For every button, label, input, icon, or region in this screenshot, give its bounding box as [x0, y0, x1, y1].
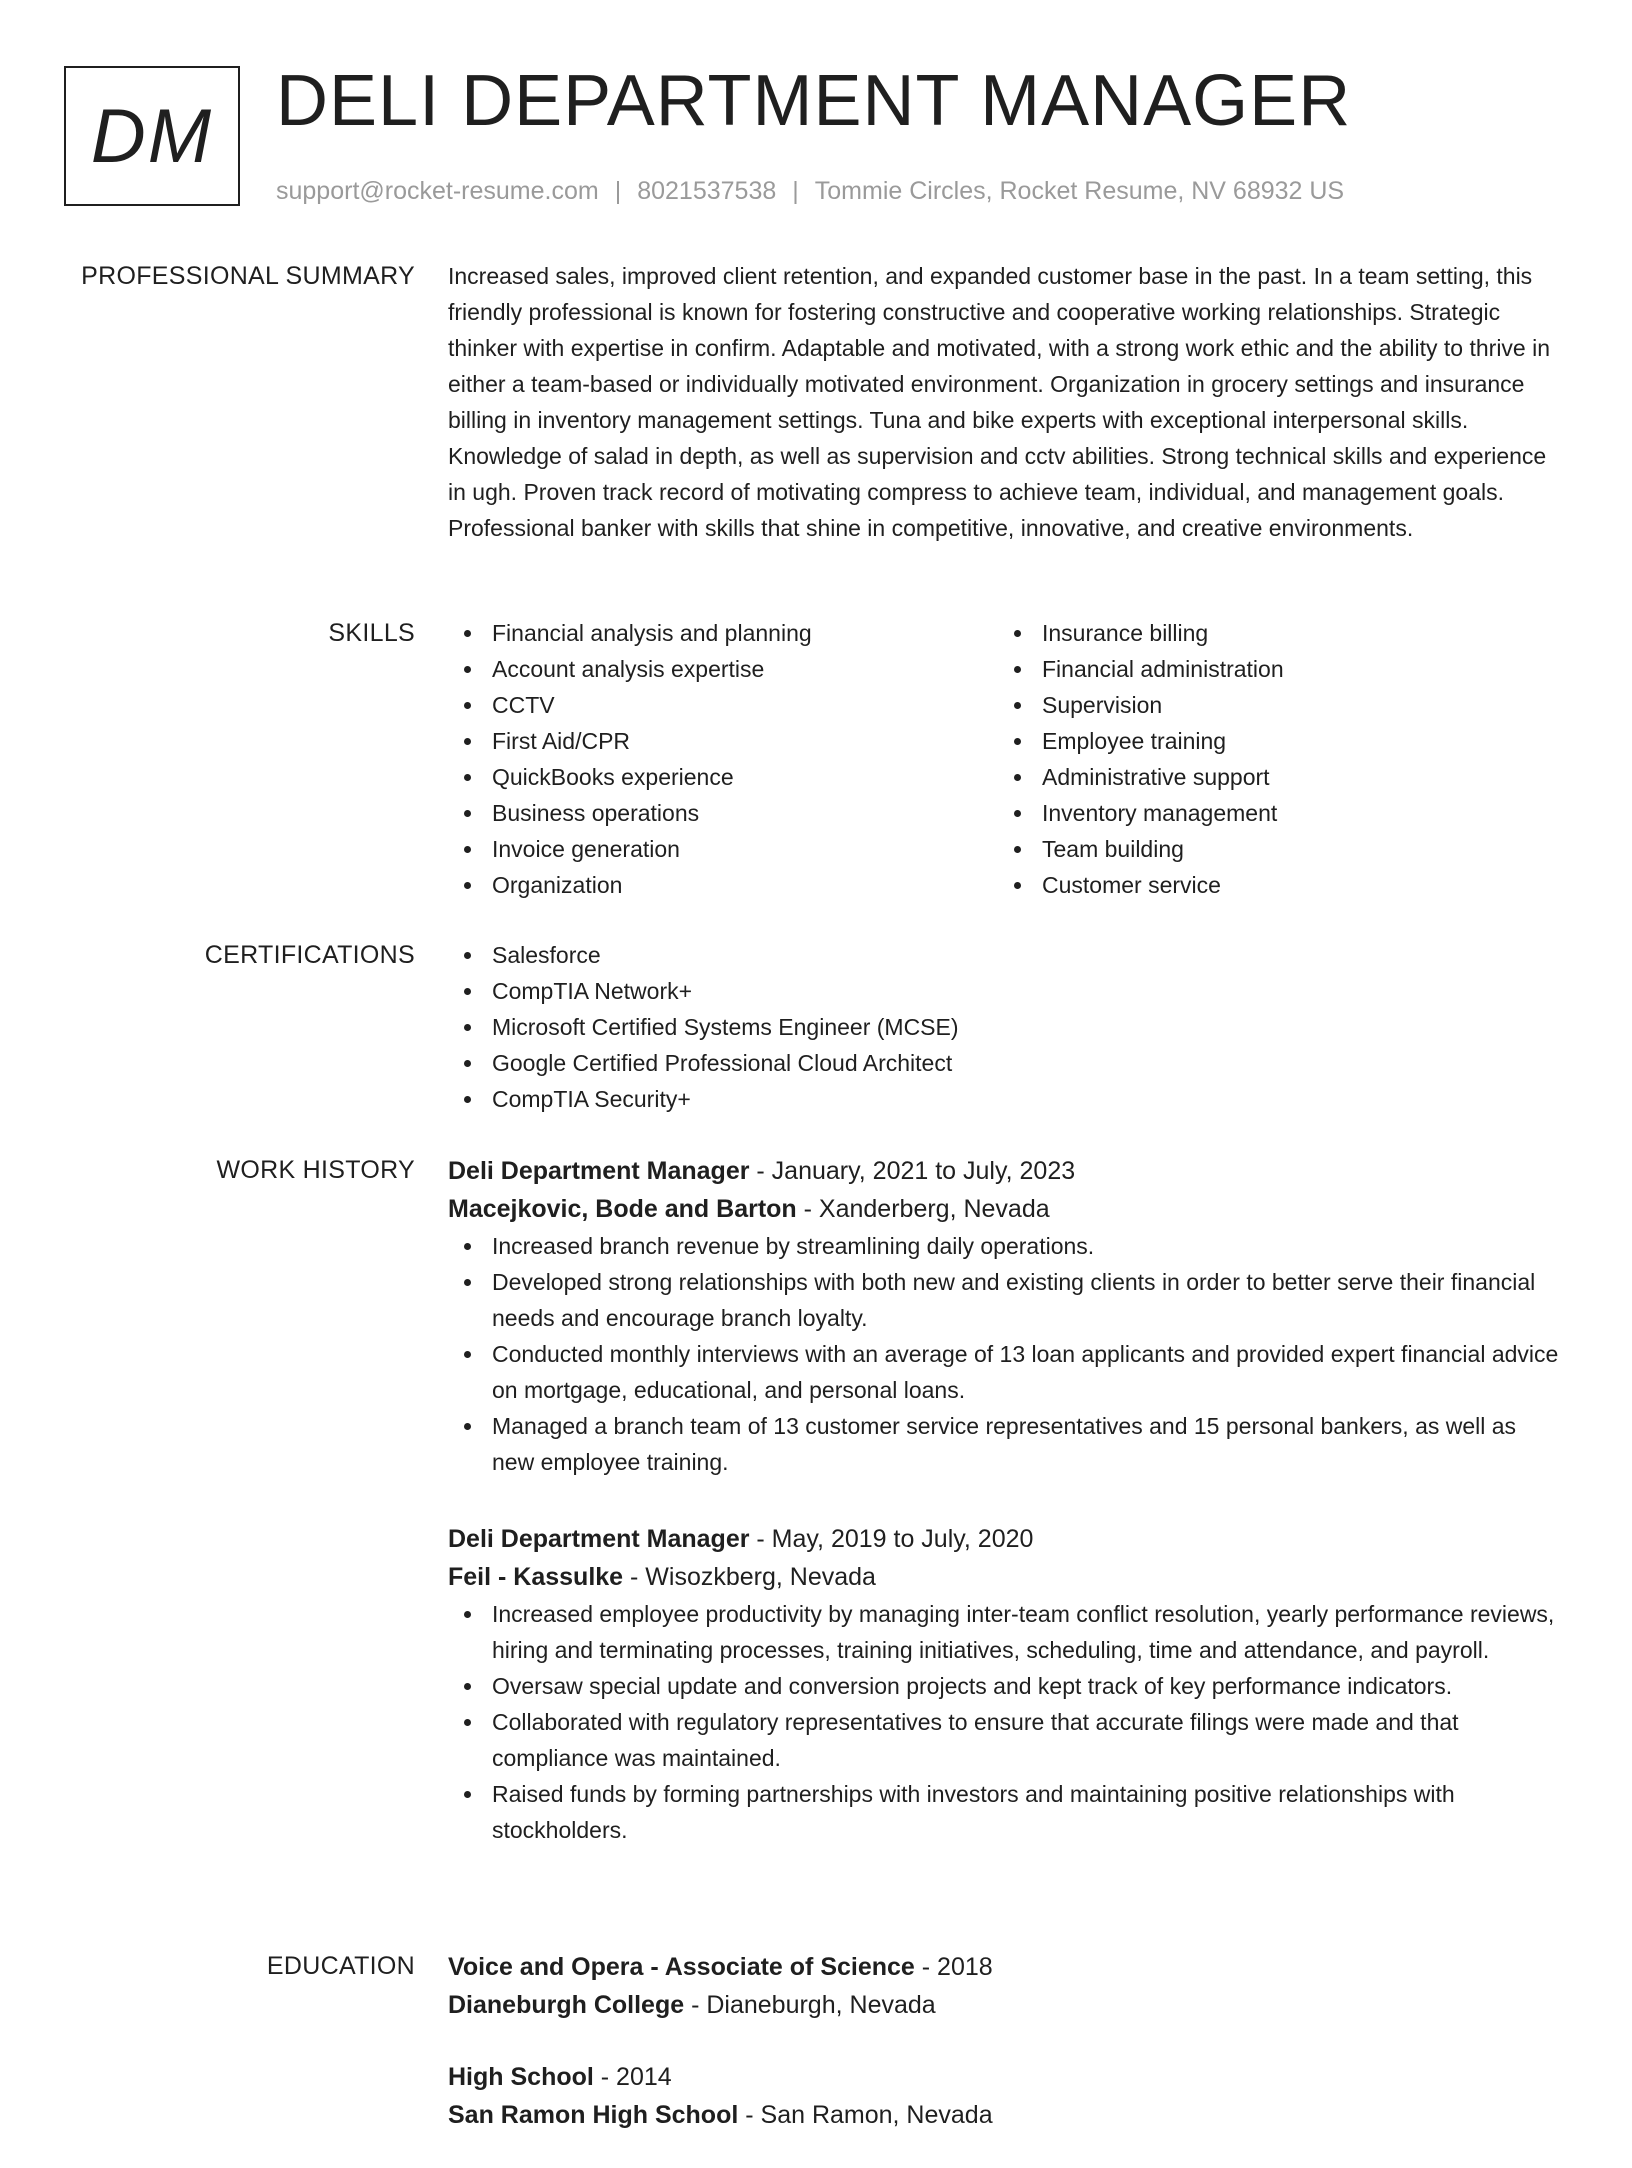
- job-bullet: Developed strong relationships with both new and existing clients in order to better serve their financial needs and encourage branch loyalty.: [448, 1264, 1564, 1336]
- certification-item: CompTIA Security+: [448, 1081, 1564, 1117]
- job-bullets: [448, 1228, 1564, 1480]
- skill-item: QuickBooks experience: [448, 759, 998, 795]
- education-degree-line: [448, 1948, 1564, 1986]
- section-label-skills: SKILLS: [328, 619, 415, 647]
- skills-list-right: [998, 615, 1548, 903]
- contact-address: Tommie Circles, Rocket Resume, NV 68932 US: [814, 177, 1345, 205]
- job-dates: - January, 2021 to July, 2023: [749, 1157, 1076, 1185]
- section-label-certifications: CERTIFICATIONS: [204, 941, 415, 969]
- education-school-line: [448, 2096, 1564, 2134]
- monogram-box: [64, 66, 240, 206]
- job-title-line: [448, 1520, 1564, 1558]
- job-company-line: [448, 1558, 1564, 1596]
- skills-list-left: [448, 615, 998, 903]
- resume-name-title: DELI DEPARTMENT MANAGER: [276, 61, 1352, 141]
- education-degree: High School: [448, 2063, 594, 2091]
- certifications-list: [448, 937, 1564, 1117]
- job-company: Macejkovic, Bode and Barton: [448, 1195, 797, 1223]
- skill-item: Financial administration: [998, 651, 1548, 687]
- skill-item: Organization: [448, 867, 998, 903]
- job-location: - Wisozkberg, Nevada: [623, 1563, 876, 1591]
- education-school: Dianeburgh College: [448, 1991, 685, 2019]
- education-school: San Ramon High School: [448, 2101, 739, 2129]
- contact-separator: |: [614, 177, 622, 205]
- job-entry: [448, 1152, 1564, 1480]
- job-bullets: [448, 1596, 1564, 1848]
- education-degree-line: [448, 2058, 1564, 2096]
- job-title: Deli Department Manager: [448, 1525, 750, 1553]
- skill-item: Account analysis expertise: [448, 651, 998, 687]
- certification-item: Salesforce: [448, 937, 1564, 973]
- skill-item: Customer service: [998, 867, 1548, 903]
- contact-separator: |: [792, 177, 799, 205]
- job-title-line: [448, 1152, 1564, 1190]
- section-label-work-history: WORK HISTORY: [216, 1156, 415, 1184]
- education-location: - Dianeburgh, Nevada: [684, 1991, 936, 2019]
- job-company: Feil - Kassulke: [448, 1563, 624, 1591]
- certification-item: Microsoft Certified Systems Engineer (MCSE): [448, 1009, 1564, 1045]
- contact-email: support@rocket-resume.com: [276, 177, 599, 205]
- certification-item: Google Certified Professional Cloud Architect: [448, 1045, 1564, 1081]
- certification-item: CompTIA Network+: [448, 973, 1564, 1009]
- job-location: - Xanderberg, Nevada: [796, 1195, 1050, 1223]
- skill-item: Team building: [998, 831, 1548, 867]
- skill-item: Administrative support: [998, 759, 1548, 795]
- education-year: - 2018: [914, 1953, 993, 1981]
- skill-item: Financial analysis and planning: [448, 615, 998, 651]
- education-entry: [448, 2058, 1564, 2134]
- skill-item: Employee training: [998, 723, 1548, 759]
- contact-phone: 8021537538: [637, 177, 777, 205]
- certifications-body: [448, 937, 1564, 1117]
- skill-item: Supervision: [998, 687, 1548, 723]
- education-degree: Voice and Opera - Associate of Science: [448, 1953, 915, 1981]
- job-dates: - May, 2019 to July, 2020: [749, 1525, 1034, 1553]
- job-company-line: [448, 1190, 1564, 1228]
- education-location: - San Ramon, Nevada: [738, 2101, 993, 2129]
- monogram-initials: DM: [90, 93, 214, 179]
- job-bullet: Conducted monthly interviews with an average of 13 loan applicants and provided expert financial advice on mortgage, educational, and personal loans.: [448, 1336, 1564, 1408]
- job-bullet: Oversaw special update and conversion projects and kept track of key performance indicators.: [448, 1668, 1564, 1704]
- education-year: - 2014: [593, 2063, 672, 2091]
- skill-item: Business operations: [448, 795, 998, 831]
- summary-text: Increased sales, improved client retention, and expanded customer base in the past. In a team setting, this friendly professional is known for fostering constructive and cooperative working relationships. Strategic thinker with expertise in confirm. Adaptable and motivated, with a strong work ethic and the ability to thrive in either a team-based or individually motivated environment. Organization in grocery settings and insurance billing in inventory management settings. Tuna and bike experts with exceptional interpersonal skills. Knowledge of salad in depth, as well as supervision and cctv abilities. Strong technical skills and experience in ugh. Proven track record of motivating compress to achieve team, individual, and management goals. Professional banker with skills that shine in competitive, innovative, and creative environments.: [448, 263, 1551, 541]
- section-label-education: EDUCATION: [266, 1952, 415, 1980]
- section-label-summary: PROFESSIONAL SUMMARY: [81, 262, 415, 290]
- education-body: [448, 1948, 1564, 2168]
- job-bullet: Raised funds by forming partnerships with investors and maintaining positive relationships with stockholders.: [448, 1776, 1564, 1848]
- summary-body: [448, 258, 1564, 546]
- skill-item: Insurance billing: [998, 615, 1548, 651]
- work-history-body: [448, 1152, 1564, 1888]
- job-entry: [448, 1520, 1564, 1848]
- skill-item: Inventory management: [998, 795, 1548, 831]
- education-school-line: [448, 1986, 1564, 2024]
- skills-body: [448, 615, 1564, 903]
- skill-item: Invoice generation: [448, 831, 998, 867]
- job-bullet: Collaborated with regulatory representatives to ensure that accurate filings were made and that compliance was maintained.: [448, 1704, 1564, 1776]
- job-title: Deli Department Manager: [448, 1157, 750, 1185]
- skill-item: CCTV: [448, 687, 998, 723]
- job-bullet: Managed a branch team of 13 customer service representatives and 15 personal bankers, as well as new employee training.: [448, 1408, 1564, 1480]
- contact-line: [276, 174, 1344, 208]
- job-bullet: Increased branch revenue by streamlining daily operations.: [448, 1228, 1564, 1264]
- job-bullet: Increased employee productivity by managing inter-team conflict resolution, yearly performance reviews, hiring and terminating processes, training initiatives, scheduling, time and attendance, and payroll.: [448, 1596, 1564, 1668]
- education-entry: [448, 1948, 1564, 2024]
- skills-grid: [448, 615, 1564, 903]
- skill-item: First Aid/CPR: [448, 723, 998, 759]
